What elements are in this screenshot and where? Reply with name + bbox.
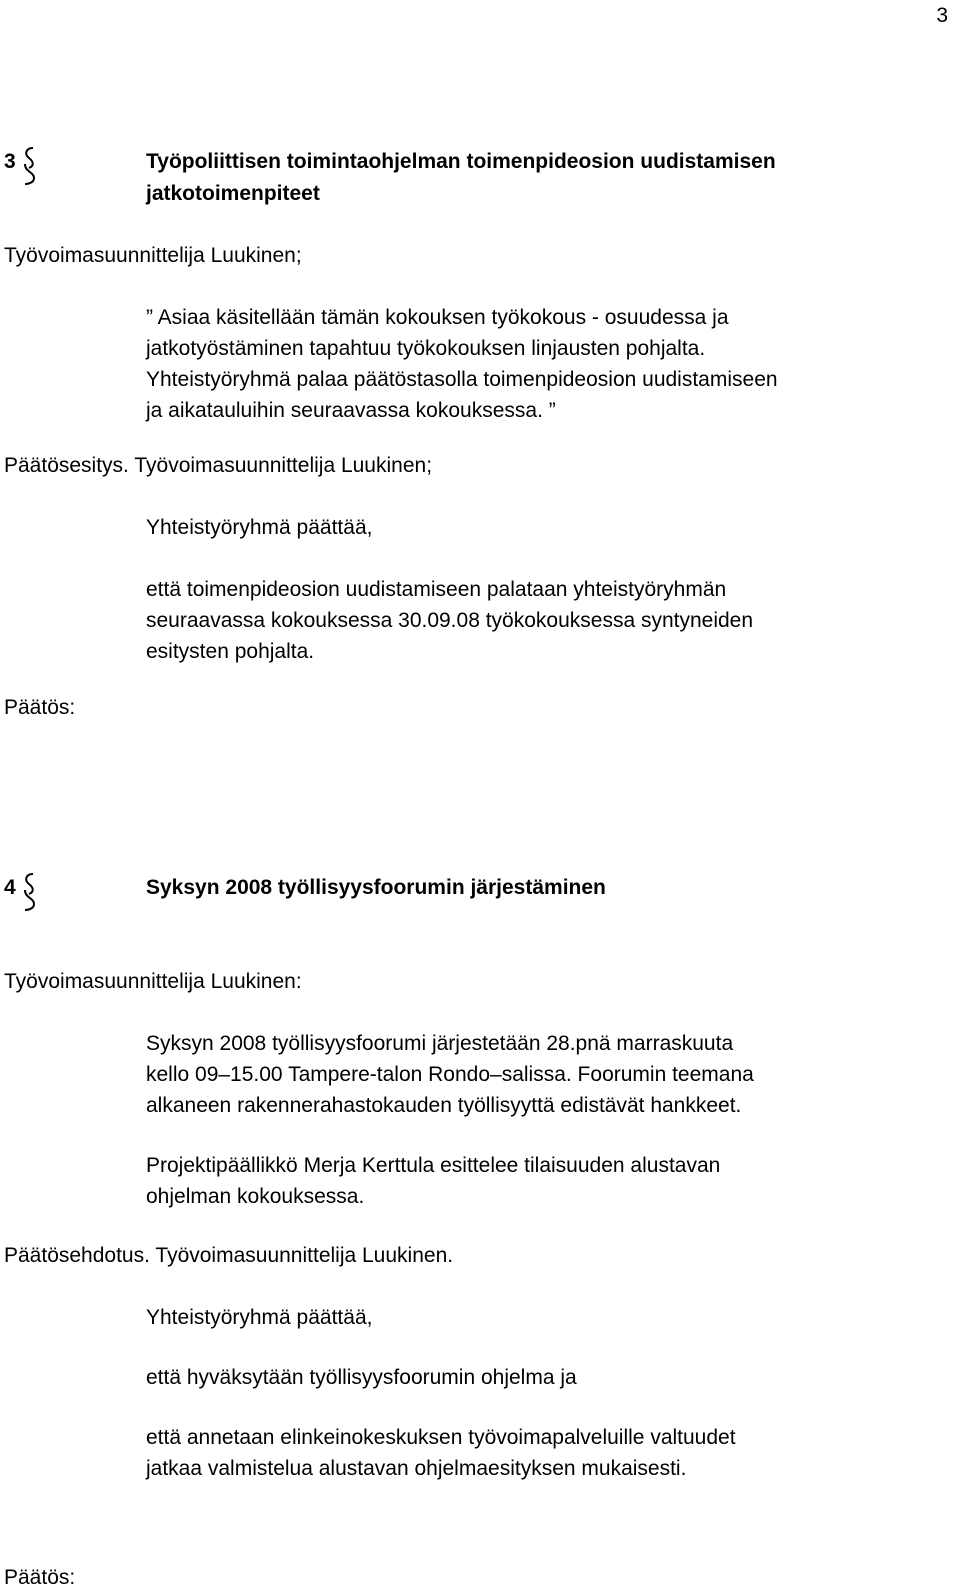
section-4-decides: Yhteistyöryhmä päättää, — [146, 1306, 373, 1329]
decision-line: esitysten pohjalta. — [146, 640, 315, 663]
section-3-presenter: Työvoimasuunnittelija Luukinen; — [4, 244, 302, 267]
decision-line: seuraavassa kokouksessa 30.09.08 työkokouksessa syntyneiden — [146, 609, 754, 632]
quote-line: ja aikatauluihin seuraavassa kokouksessa. ” — [146, 399, 556, 422]
section-3-quote — [146, 302, 946, 426]
paragraph-line: alkaneen rakennerahastokauden työllisyyttä edistävät hankkeet. — [146, 1094, 742, 1117]
quote-line: Yhteistyöryhmä palaa päätöstasolla toimenpideosion uudistamiseen — [146, 368, 778, 391]
decision-line: että toimenpideosion uudistamiseen palataan yhteistyöryhmän — [146, 578, 727, 601]
section-4-title: Syksyn 2008 työllisyysfoorumin järjestäminen — [146, 876, 606, 899]
decision-line: jatkaa valmistelua alustavan ohjelmaesityksen mukaisesti. — [146, 1457, 687, 1480]
section-4-decision-2 — [146, 1422, 946, 1484]
paragraph-line: kello 09–15.00 Tampere-talon Rondo–salissa. Foorumin teemana — [146, 1063, 754, 1086]
paragraph-line: Projektipäällikkö Merja Kerttula esittelee tilaisuuden alustavan — [146, 1154, 721, 1177]
decision-line: että annetaan elinkeinokeskuksen työvoimapalveluille valtuudet — [146, 1426, 736, 1449]
paragraph-line: Syksyn 2008 työllisyysfoorumi järjestetään 28.pnä marraskuuta — [146, 1032, 734, 1055]
section-3-title-line1: Työpoliittisen toimintaohjelman toimenpideosion uudistamisen — [146, 150, 776, 173]
section-4-paragraph-2 — [146, 1150, 946, 1212]
section-3-number: 3 — [4, 150, 16, 173]
section-3-decides: Yhteistyöryhmä päättää, — [146, 516, 373, 539]
section-3-proposal-label: Päätösesitys. Työvoimasuunnittelija Luukinen; — [4, 454, 433, 477]
page-number: 3 — [936, 4, 948, 27]
section-4-number: 4 — [4, 876, 16, 899]
section-4-proposal-label: Päätösehdotus. Työvoimasuunnittelija Luukinen. — [4, 1244, 454, 1267]
section-3-decision-label: Päätös: — [4, 696, 76, 719]
paragraph-line: ohjelman kokouksessa. — [146, 1185, 365, 1208]
section-sign-icon — [22, 146, 36, 186]
quote-line: jatkotyöstäminen tapahtuu työkokouksen linjausten pohjalta. — [146, 337, 706, 360]
section-4-paragraph-1 — [146, 1028, 946, 1121]
section-4-decision-label: Päätös: — [4, 1566, 76, 1589]
section-sign-icon — [22, 872, 36, 912]
quote-line: ” Asiaa käsitellään tämän kokouksen työkokous - osuudessa ja — [146, 306, 729, 329]
section-4-presenter: Työvoimasuunnittelija Luukinen: — [4, 970, 302, 993]
section-3-title-line2: jatkotoimenpiteet — [146, 182, 320, 205]
section-3-decision — [146, 574, 946, 667]
section-4-decision-1: että hyväksytään työllisyysfoorumin ohjelma ja — [146, 1366, 577, 1389]
